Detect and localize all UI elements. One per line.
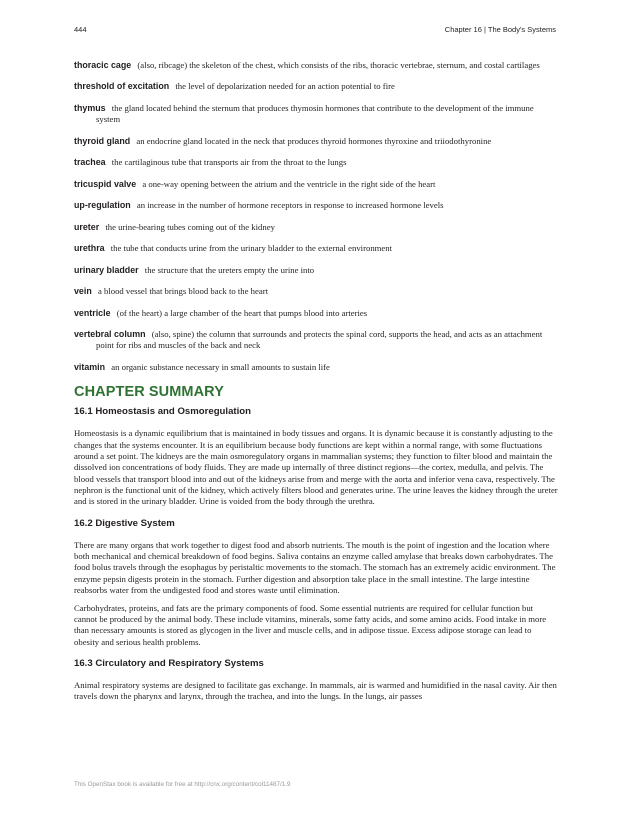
glossary-definition: (also, spine) the column that surrounds and protects the spinal cord, supports the head, and acts as an attachment point for ribs and muscles of the back and neck xyxy=(96,329,543,351)
glossary-term: ureter xyxy=(74,221,100,232)
glossary-definition: the urine-bearing tubes coming out of the kidney xyxy=(105,221,275,232)
glossary-entry xyxy=(74,308,558,319)
glossary-entry xyxy=(74,200,558,211)
glossary-term: up-regulation xyxy=(74,200,131,211)
glossary-term: urinary bladder xyxy=(74,264,139,275)
glossary-list xyxy=(74,60,558,373)
glossary-definition: (also, ribcage) the skeleton of the chest, which consists of the ribs, thoracic vertebrae, sternum, and costal cartilages xyxy=(137,60,540,70)
body-paragraph: Carbohydrates, proteins, and fats are the primary components of food. Some essential nutrients are required for cellular function but cannot be produced by the animal body. These include vitamins, minerals, some fatty acids, and some amino acids. Food intake in more than necessary amounts is stored as glycogen in the liver and muscle cells, and in adipose tissue. Excess adipose storage can lead to obesity and serious health problems. xyxy=(74,602,547,647)
glossary-term: vein xyxy=(74,286,92,297)
glossary-entry xyxy=(74,136,558,147)
glossary-entry xyxy=(74,81,558,92)
section-heading: 16.1 Homeostasis and Osmoregulation xyxy=(74,406,252,418)
glossary-definition: an organic substance necessary in small amounts to sustain life xyxy=(111,361,330,372)
glossary-entry xyxy=(74,329,558,352)
glossary-definition: an endocrine gland located in the neck that produces thyroid hormones thyroxine and triiodothyronine xyxy=(136,135,492,146)
glossary-definition: the cartilaginous tube that transports air from the throat to the lungs xyxy=(111,157,347,168)
glossary-definition: the gland located behind the sternum that produces thymosin hormones that contribute to the development of the immune system xyxy=(96,102,534,125)
glossary-definition: a blood vessel that brings blood back to the heart xyxy=(97,286,269,297)
glossary-term: urethra xyxy=(74,243,105,254)
glossary-definition: an increase in the number of hormone receptors in response to increased hormone levels xyxy=(136,200,444,211)
glossary-entry xyxy=(74,157,558,168)
glossary-term: vitamin xyxy=(74,361,106,372)
page-number: 444 xyxy=(74,25,87,34)
body-paragraph: There are many organs that work together to digest food and absorb nutrients. The mouth is the point of ingestion and the location where both mechanical and chemical breakdown of food begins. Saliva contains an enzyme called amylase that breaks down carbohydrates. The food bolus travels through the esophagus by peristaltic movements to the stomach. The stomach has an extremely acidic environment. The enzyme pepsin digests protein in the stomach. Further digestion and absorption take place in the small intestine. The large intestine reabsorbs water from the undigested food and stores waste until elimination. xyxy=(74,539,556,596)
glossary-term: ventricle xyxy=(74,307,111,318)
glossary-entry xyxy=(74,286,558,297)
body-paragraph: Animal respiratory systems are designed to facilitate gas exchange. In mammals, air is warmed and humidified in the nasal cavity. Air then travels down the pharynx and larynx, through the trachea, and into the lungs. In the lungs, air passes xyxy=(74,679,557,702)
section-heading: 16.2 Digestive System xyxy=(74,517,175,529)
glossary-term: thymus xyxy=(74,102,106,113)
section-heading: 16.3 Circulatory and Respiratory Systems xyxy=(74,657,264,669)
glossary-entry xyxy=(74,265,558,276)
glossary-term: threshold of excitation xyxy=(74,81,170,92)
glossary-entry xyxy=(74,243,558,254)
glossary-definition: the tube that conducts urine from the urinary bladder to the external environment xyxy=(110,243,393,254)
glossary-term: thoracic cage xyxy=(74,60,132,70)
glossary-definition: a one-way opening between the atrium and the ventricle in the right side of the heart xyxy=(142,178,436,189)
glossary-entry xyxy=(74,362,558,373)
glossary-definition: the level of depolarization needed for an action potential to fire xyxy=(175,81,395,92)
glossary-definition: (of the heart) a large chamber of the heart that pumps blood into arteries xyxy=(116,307,368,318)
glossary-entry xyxy=(74,103,558,126)
glossary-term: tricuspid valve xyxy=(74,178,137,189)
running-head: Chapter 16 | The Body's Systems xyxy=(444,25,556,34)
page-content xyxy=(74,60,558,709)
glossary-term: trachea xyxy=(74,157,106,168)
glossary-entry xyxy=(74,60,558,71)
page-header xyxy=(74,25,556,37)
page-footer: This OpenStax book is available for free at http://cnx.org/content/col11487/1.9 xyxy=(74,781,291,788)
glossary-definition: the structure that the ureters empty the urine into xyxy=(144,264,315,275)
glossary-term: vertebral column xyxy=(74,329,146,340)
glossary-term: thyroid gland xyxy=(74,135,131,146)
glossary-entry xyxy=(74,222,558,233)
chapter-summary-title: CHAPTER SUMMARY xyxy=(74,384,224,401)
body-paragraph: Homeostasis is a dynamic equilibrium that is maintained in body tissues and organs. It is dynamic because it is constantly adjusting to the changes that the systems encounter. It is an equilibrium because body functions are kept within a normal range, with some fluctuations around a set point. The kidneys are the main osmoregulatory organs in mammalian systems; they function to filter blood and maintain the dissolved ion concentrations of body fluids. They are made up internally of three distinct regions—the cortex, medulla, and pelvis. The blood vessels that transport blood into and out of the kidneys arise from and merge with the aorta and inferior vena cava, respectively. The nephron is the functional unit of the kidney, which actively filters blood and generates urine. The urine leaves the kidney through the ureter and is stored in the urinary bladder. Urine is voided from the body through the urethra. xyxy=(74,428,558,507)
glossary-entry xyxy=(74,179,558,190)
